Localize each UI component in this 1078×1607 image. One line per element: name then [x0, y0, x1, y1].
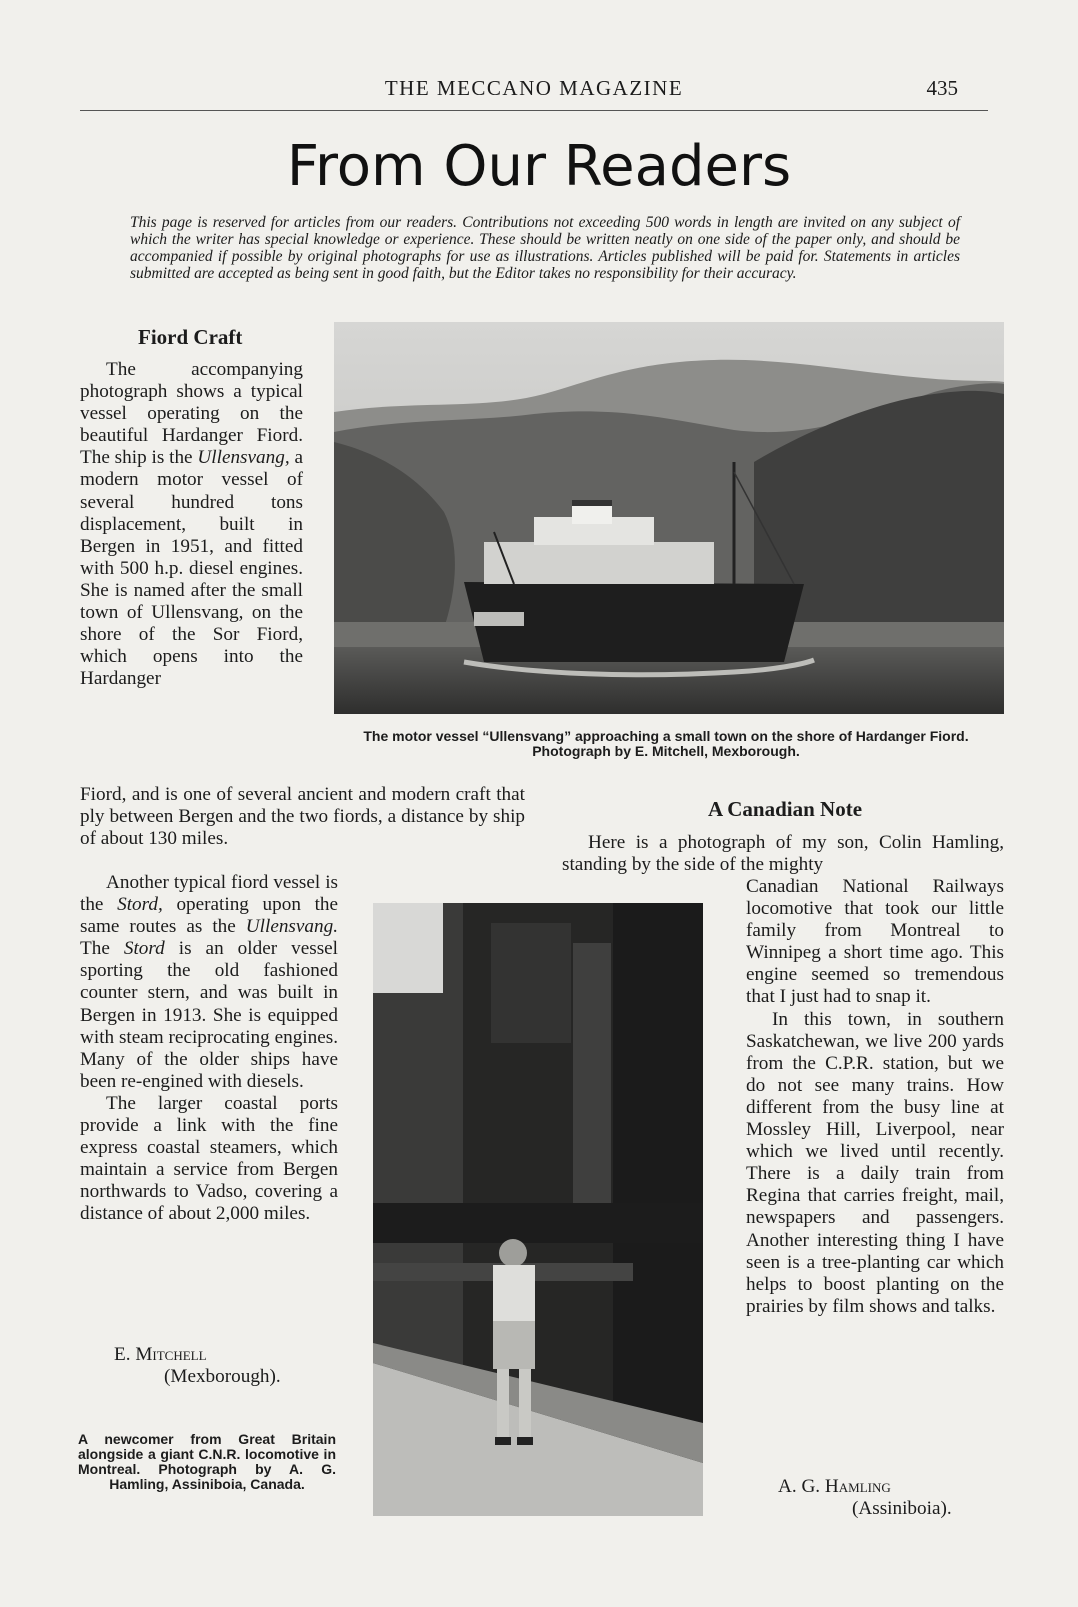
ship-photo-caption: The motor vessel “Ullensvang” approaching a small town on the shore of Hardanger Fiord. Photograph by E. Mitchell, Mexborough.	[363, 728, 969, 759]
fiord-craft-paragraph-1: The accompanying photograph shows a typical vessel operating on the beautiful Hardanger Fiord. The ship is the Ullensvang, a modern motor vessel of several hundred tons displacement, built in Bergen in 1951, and fitted with 500 h.p. diesel engines. She is named after the small town of Ullensvang, on the shore of the Sor Fiord, which opens into the Hardanger	[80, 359, 303, 690]
locomotive-photo-caption: A newcomer from Great Britain alongside a giant C.N.R. locomotive in Montreal. Photograph by A. G. Hamling, Assiniboia, Canada.	[78, 1431, 336, 1492]
fiord-craft-author-location: (Mexborough).	[164, 1366, 281, 1387]
fiord-craft-paragraph-3: The larger coastal ports provide a link with the fine express coastal steamers, which maintain a service from Bergen northwards to Vadso, covering a distance of about 2,000 miles.	[80, 1092, 338, 1225]
fiord-craft-author: E. Mitchell	[114, 1344, 207, 1365]
canadian-note-text-wide: Here is a photograph of my son, Colin Hamling, standing by the side of the mighty	[562, 832, 1004, 876]
running-head	[80, 76, 988, 111]
canadian-note-author-location: (Assiniboia).	[852, 1498, 952, 1519]
canadian-note-text-narrow: Canadian National Railways locomotive that took our little family from Montreal to Winnipeg a short time ago. This engine seemed so tremendous that I just had to snap it. In this town, in southern Saskatchewan, we live 200 yards from the C.P.R. station, but we do not see many trains. How different from the busy line at Mossley Hill, Liverpool, near which we lived until recently. There is a daily train from Regina that carries freight, mail, newspapers and passengers. Another interesting thing I have seen is a tree-planting car which helps to boost planting on the prairies by film shows and talks.	[746, 876, 1004, 1317]
fiord-craft-text-bottom	[80, 872, 338, 1226]
page-title: From Our Readers	[286, 134, 792, 199]
fiord-craft-heading: Fiord Craft	[138, 325, 243, 349]
fiord-craft-paragraph-2: Another typical fiord vessel is the Stord, operating upon the same routes as the Ullensvang. The Stord is an older vessel sporting the old fashioned counter stern, and was built in Bergen in 1913. She is equipped with steam reciprocating engines. Many of the older ships have been re-engined with diesels.	[80, 872, 339, 1092]
canadian-note-paragraph-2: In this town, in southern Saskatchewan, we live 200 yards from the C.P.R. station, but we do not see many trains. How different from the busy line at Mossley Hill, Liverpool, near which we lived until recently. There is a daily train from Regina that carries freight, mail, newspapers and passengers. Another interesting thing I have seen is a tree-planting car which helps to boost planting on the prairies by film shows and talks.	[746, 1008, 1004, 1317]
magazine-title: THE MECCANO MAGAZINE	[384, 76, 684, 100]
page-number: 435	[926, 76, 958, 100]
canadian-note-heading: A Canadian Note	[707, 797, 863, 821]
fiord-craft-text-wide: Fiord, and is one of several ancient and modern craft that ply between Bergen and the two fiords, a distance by ship of about 130 miles.	[80, 784, 525, 850]
locomotive-photograph	[373, 903, 703, 1516]
canadian-note-author: A. G. Hamling	[778, 1476, 891, 1497]
ship-photograph	[334, 322, 1004, 714]
intro-paragraph: This page is reserved for articles from our readers. Contributions not exceeding 500 words in length are invited on any subject of which the writer has special knowledge or experience. These should be written neatly on one side of the paper only, and should be accompanied if possible by original photographs for use as illustrations. Articles published will be paid for. Statements in articles submitted are accepted as being sent in good faith, but the Editor takes no responsibility for their accuracy.	[130, 214, 960, 282]
fiord-craft-text-top	[80, 359, 303, 690]
